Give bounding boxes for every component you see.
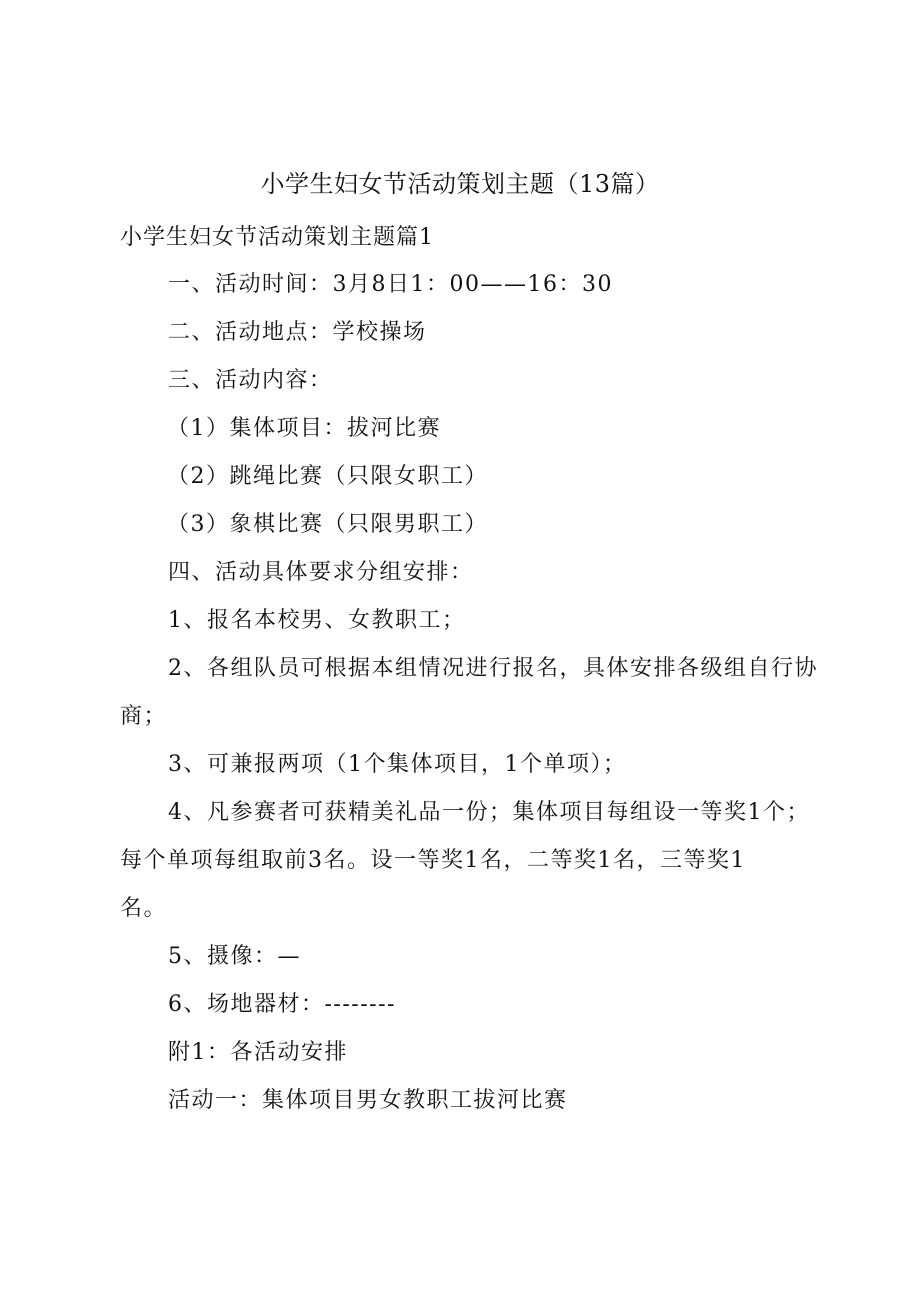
paragraph-line: 3、可兼报两项（1个集体项目，1个单项）；	[168, 752, 627, 777]
paragraph-line: 名。	[120, 896, 168, 921]
paragraph-line: 4、凡参赛者可获精美礼品一份；集体项目每组设一等奖1个；	[168, 800, 810, 825]
paragraph-line: （3）象棋比赛（只限男职工）	[167, 512, 488, 537]
paragraph-line: 2、各组队员可根据本组情况进行报名，具体安排各级组自行协	[168, 656, 818, 681]
paragraph-line: （2）跳绳比赛（只限女职工）	[167, 464, 488, 489]
document-title: 小学生妇女节活动策划主题（13篇）	[260, 170, 660, 198]
paragraph-line: 每个单项每组取前3名。设一等奖1名，二等奖1名，三等奖1	[120, 848, 746, 873]
paragraph-line: （1）集体项目：拔河比赛	[167, 416, 441, 441]
section-title: 小学生妇女节活动策划主题篇1	[120, 225, 434, 250]
paragraph-line: 5、摄像：—	[168, 944, 301, 969]
paragraph-line: 活动一：集体项目男女教职工拔河比赛	[168, 1088, 568, 1113]
paragraph-line: 三、活动内容：	[168, 368, 333, 393]
paragraph-line: 附1：各活动安排	[168, 1040, 348, 1065]
paragraph-line: 商；	[120, 704, 168, 729]
paragraph-line: 1、报名本校男、女教职工；	[168, 608, 466, 633]
paragraph-line: 四、活动具体要求分组安排：	[168, 560, 474, 585]
paragraph-line: 二、活动地点：学校操场	[168, 320, 427, 345]
paragraph-line: 6、场地器材：--------	[168, 992, 396, 1017]
paragraph-line: 一、活动时间：3月8日1：00——16：30	[168, 272, 613, 297]
document-body	[120, 268, 818, 1132]
